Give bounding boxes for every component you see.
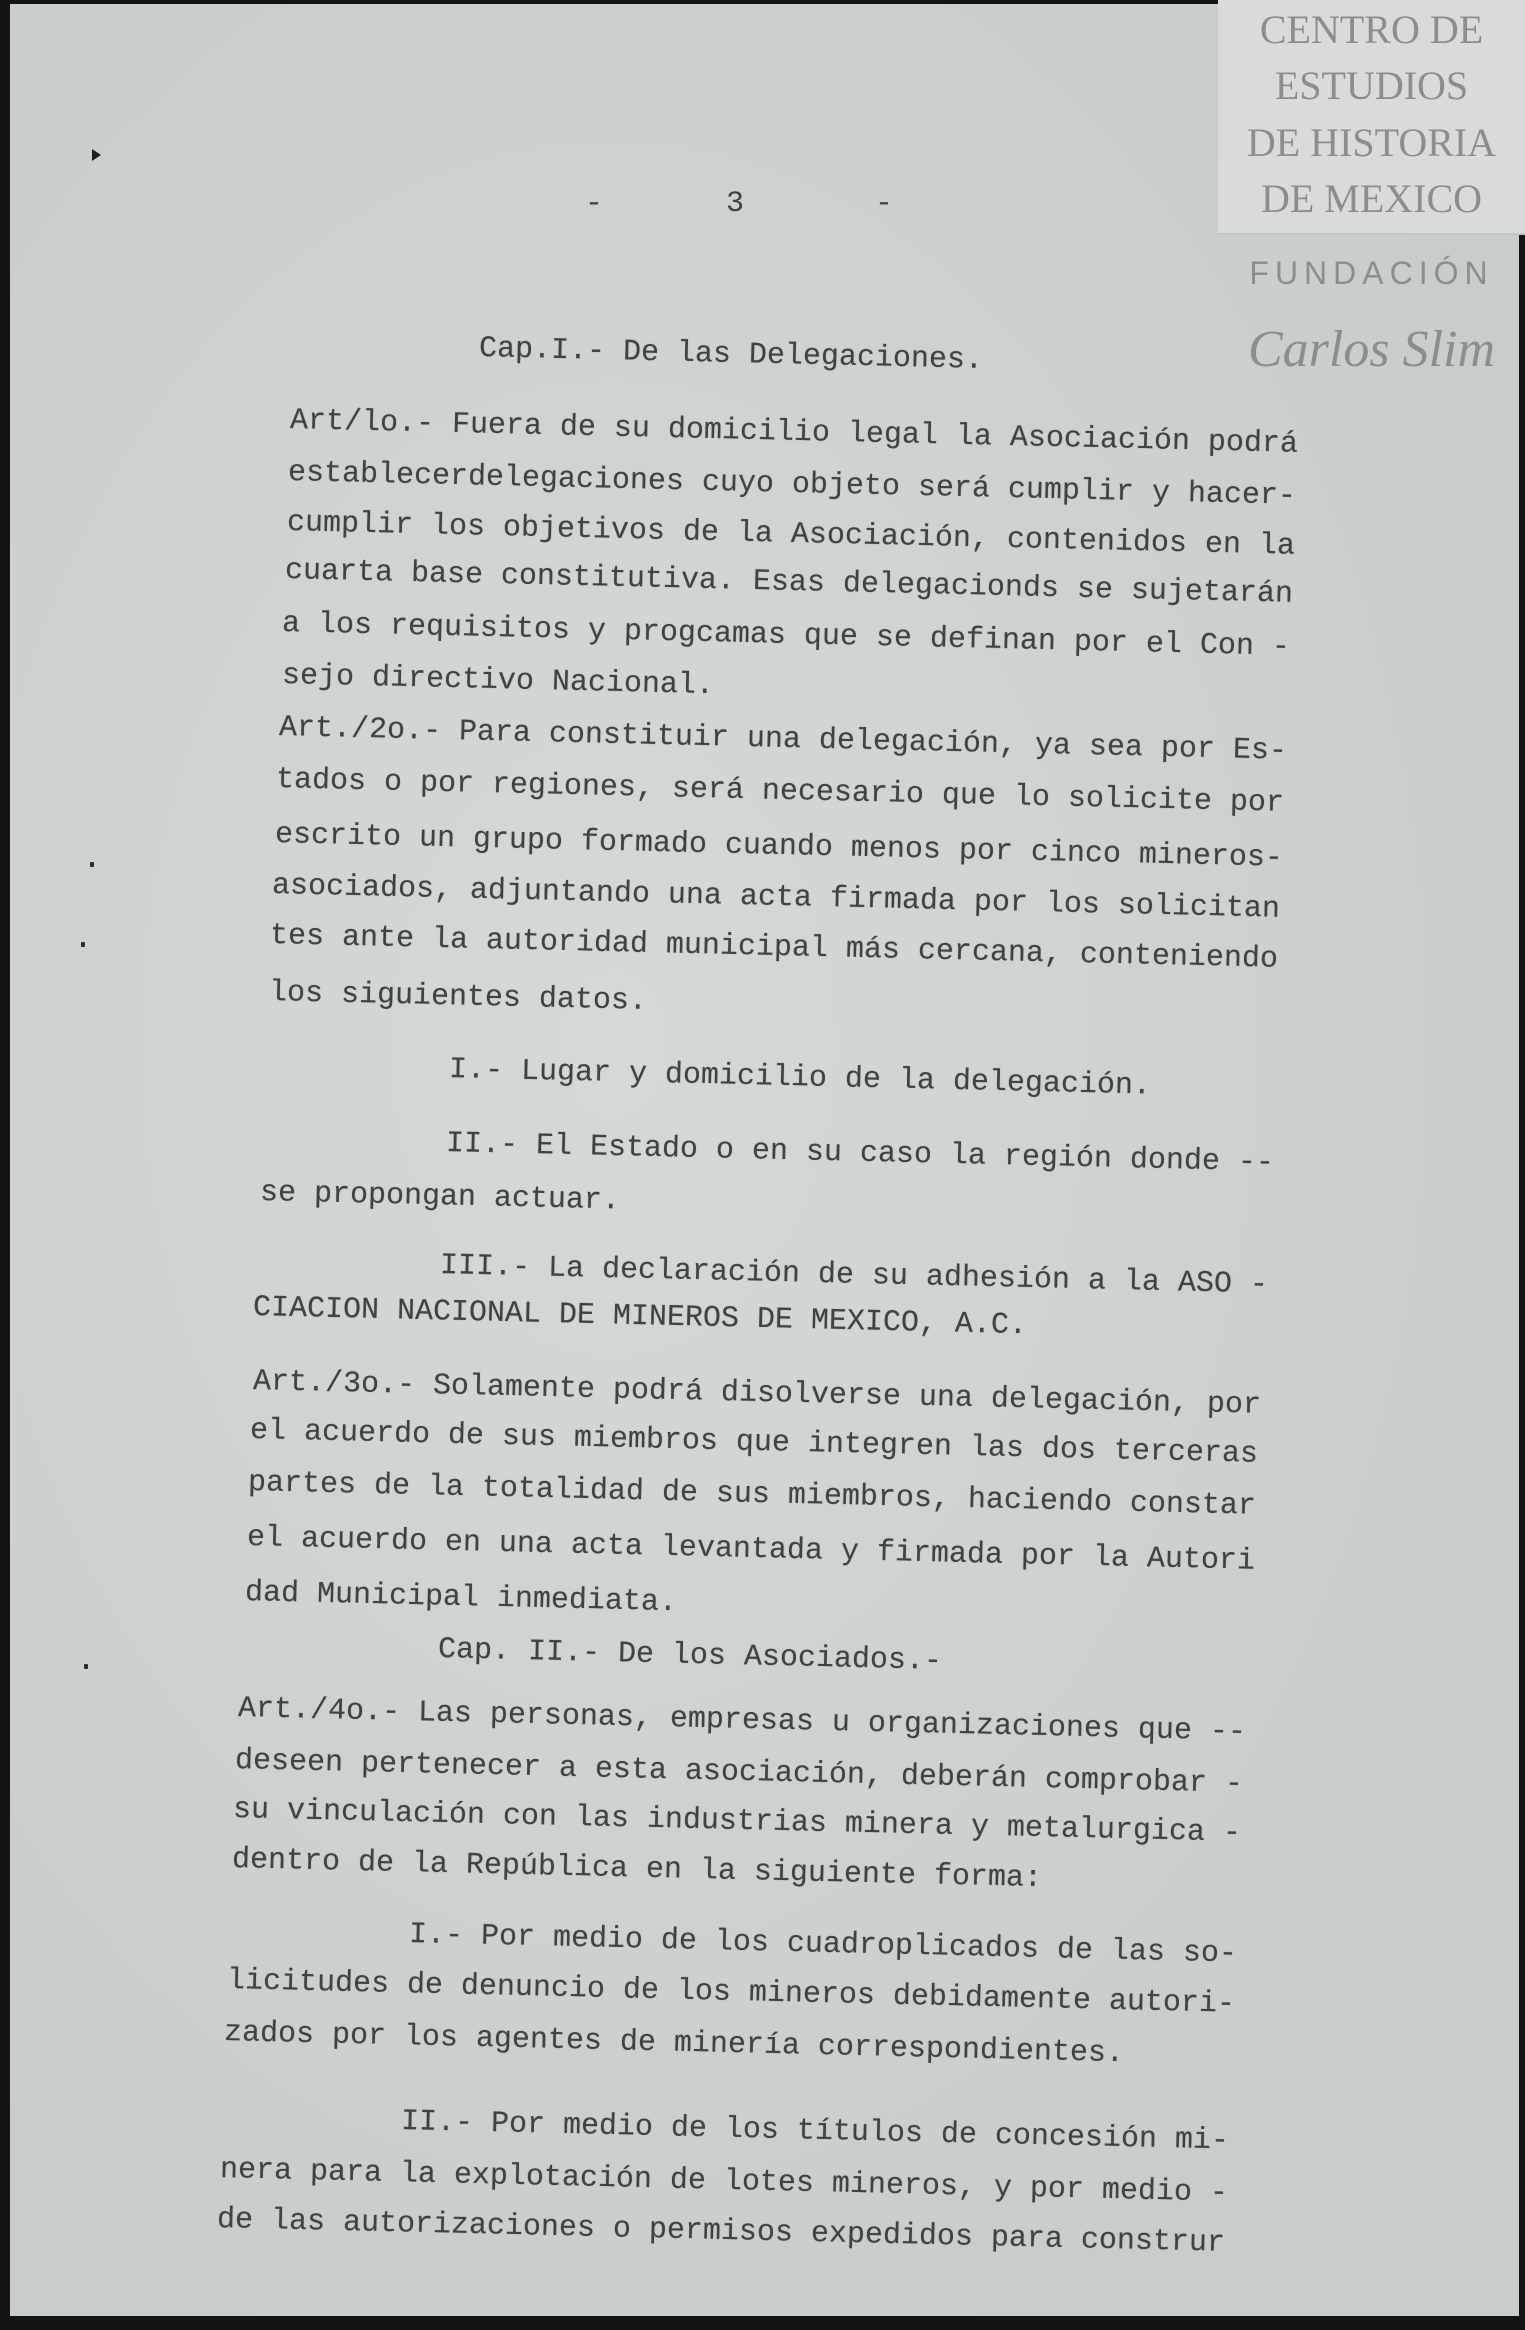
text-line: dad Municipal inmediata. <box>244 1576 678 1621</box>
text-line: establecerdelegaciones cuyo objeto será cumplir y hacer- <box>287 456 1297 514</box>
watermark-line: ESTUDIOS <box>1274 63 1469 108</box>
text-line: Art/lo.- Fuera de su domicilio legal la Asociación podrá <box>289 404 1299 462</box>
text-line: su vinculación con las industrias minera y metalurgica - <box>232 1793 1242 1851</box>
watermark-line: CENTRO DE <box>1259 7 1484 52</box>
page-number-dash: - <box>875 187 894 221</box>
list-item-line: III.- La declaración de su adhesión a la ASO - <box>439 1249 1269 1303</box>
text-line: escrito un grupo formado cuando menos por cinco mineros- <box>274 818 1284 876</box>
chapter-heading: Cap.I.- De las Delegaciones. <box>478 332 984 378</box>
text-line: licitudes de denuncio de los mineros debidamente autori- <box>226 1964 1236 2022</box>
margin-arrow-icon <box>92 149 101 161</box>
text-line: Art./3o.- Solamente podrá disolverse una delegación, por <box>252 1365 1262 1423</box>
page-number: 3 <box>726 187 745 221</box>
list-item-line: I.- Por medio de los cuadroplicados de las so- <box>408 1918 1238 1972</box>
text-line: asociados, adjuntando una acta firmada por los solicitan <box>271 869 1281 927</box>
list-item-line: II.- El Estado o en su caso la región donde -- <box>445 1127 1275 1181</box>
text-line: los siguientes datos. <box>268 976 648 1019</box>
chapter-heading: Cap. II.- De los Asociados.- <box>437 1633 943 1679</box>
text-line: CIACION NACIONAL DE MINEROS DE MEXICO, A.C. <box>252 1291 1028 1344</box>
list-item-line: II.- Por medio de los títulos de concesión mi- <box>400 2105 1230 2159</box>
text-line: Art./4o.- Las personas, empresas u organizaciones que -- <box>237 1692 1247 1750</box>
text-line: se propongan actuar. <box>259 1176 621 1219</box>
text-line: de las autorizaciones o permisos expedidos para construr <box>216 2203 1226 2261</box>
watermark-foundation: FUNDACIÓN <box>1249 255 1494 291</box>
list-item-line: I.- Lugar y domicilio de la delegación. <box>448 1053 1152 1104</box>
text-line: Art./2o.- Para constituir una delegación, ya sea por Es- <box>278 711 1288 769</box>
text-line: partes de la totalidad de sus miembros, haciendo constar <box>247 1466 1257 1524</box>
margin-speck <box>81 942 85 947</box>
page-number-dash: - <box>585 187 604 221</box>
watermark-line: DE MEXICO <box>1260 176 1483 221</box>
watermark-line: DE HISTORIA <box>1246 120 1497 165</box>
text-line: el acuerdo en una acta levantada y firmada por la Autori <box>246 1521 1256 1579</box>
text-line: el acuerdo de sus miembros que integren las dos terceras <box>249 1414 1259 1472</box>
text-line: deseen pertenecer a esta asociación, deberán comprobar - <box>234 1744 1244 1802</box>
text-line: sejo directivo Nacional. <box>281 659 715 704</box>
text-line: zados por los agentes de minería correspondientes. <box>223 2016 1125 2072</box>
text-line: nera para la explotación de lotes mineros, y por medio - <box>219 2153 1229 2211</box>
text-line: dentro de la República en la siguiente forma: <box>231 1843 1043 1897</box>
margin-speck <box>84 1664 88 1669</box>
margin-speck <box>90 862 94 867</box>
text-line: tes ante la autoridad municipal más cercana, conteniendo <box>269 919 1279 977</box>
text-line: cuarta base constitutiva. Esas delegacionds se sujetarán <box>284 554 1294 612</box>
text-line: a los requisitos y progcamas que se definan por el Con - <box>281 607 1291 665</box>
text-line: cumplir los objetivos de la Asociación, contenidos en la <box>286 506 1296 564</box>
text-line: tados o por regiones, será necesario que lo solicite por <box>275 763 1285 821</box>
watermark-signature: Carlos Slim <box>1247 321 1496 378</box>
